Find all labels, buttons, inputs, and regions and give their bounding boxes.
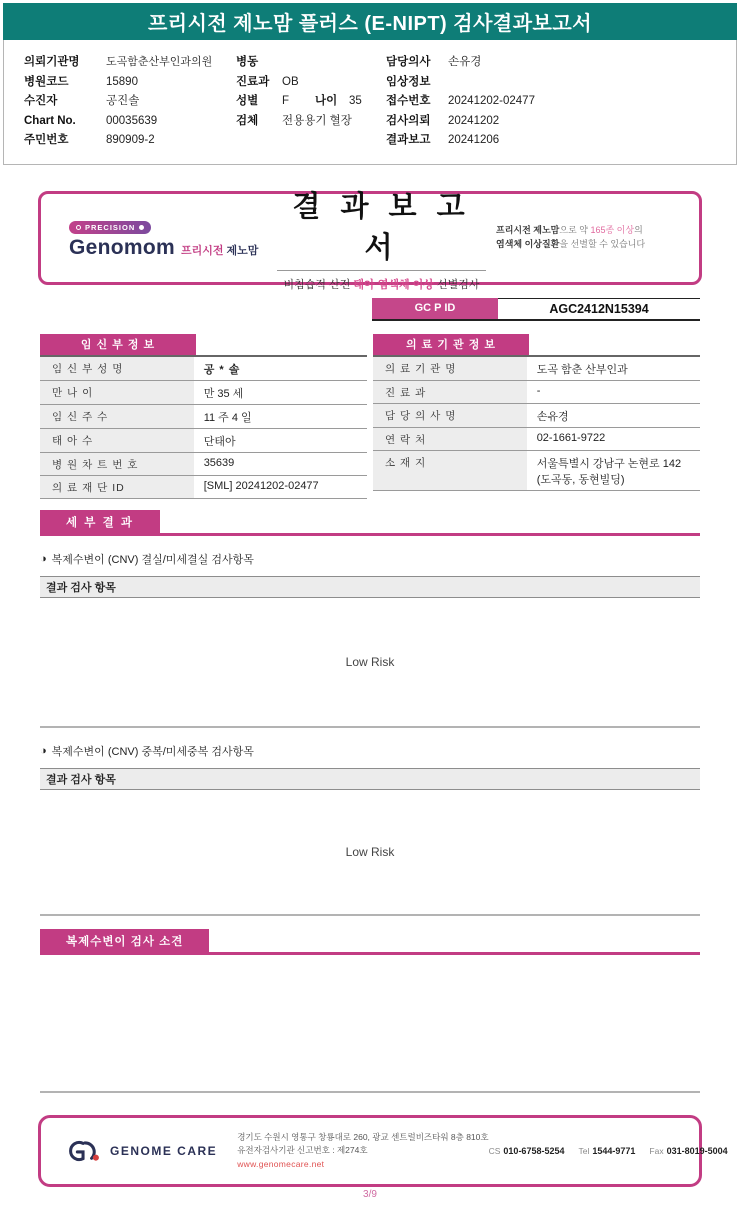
field-value: 공진솔: [106, 95, 140, 107]
table-row: [373, 451, 700, 491]
field-specimen: [236, 112, 386, 132]
cnv-opinion-title: 복제수변이 검사 소견: [40, 929, 209, 952]
opinion-empty-area: [40, 955, 700, 1091]
gcpid-value: AGC2412N15394: [498, 298, 700, 319]
cnv-opinion-header: [40, 929, 700, 955]
footer-tel: [578, 1146, 635, 1156]
result-column-header: [40, 576, 700, 598]
report-subtitle: [277, 276, 486, 292]
subtitle-prefix: 비침습적 산전: [283, 278, 354, 291]
field-label: 검사의뢰: [386, 114, 431, 127]
row-label: 소 재 지: [373, 451, 527, 490]
report-body: [40, 298, 700, 1093]
footer-address-block: [237, 1131, 488, 1172]
brand-name: Genomom: [69, 235, 175, 259]
cs-number: 010-6758-5254: [503, 1146, 565, 1156]
patient-header-col2: [236, 53, 386, 151]
section-heading-text: 복제수변이 (CNV) 결실/미세결실 검사항목: [51, 553, 254, 566]
brand-kr-dark: 제노맘: [226, 244, 259, 257]
field-value: F: [282, 95, 290, 107]
tel-label: Tel: [578, 1146, 590, 1156]
promo-mid: 으로 약: [559, 224, 591, 235]
field-sex-age: [236, 92, 386, 112]
row-value: -: [536, 384, 541, 397]
footer-website-link[interactable]: www.genomecare.net: [237, 1158, 325, 1169]
field-value: 20241206: [448, 134, 500, 146]
table-row: [40, 476, 367, 499]
footer-license: 유전자검사기관 신고번호 : 제274호: [237, 1145, 368, 1156]
field-ordering-institution: [24, 53, 236, 73]
row-label: 의 료 기 관 명: [373, 357, 527, 380]
promo-end: 의: [634, 224, 643, 235]
fax-number: 031-8019-5004: [666, 1146, 728, 1156]
table-row: [373, 357, 700, 381]
field-department: [236, 73, 386, 93]
row-label: 임 신 부 성 명: [40, 357, 194, 380]
field-value: 전용용기 혈장: [282, 114, 352, 127]
report-title-block: [277, 184, 486, 292]
row-label: 태 아 수: [40, 429, 194, 452]
section-divider: [40, 726, 700, 728]
table-row: [40, 429, 367, 453]
row-value: 도곡 함춘 산부인과: [536, 363, 628, 376]
result-value-area: [40, 598, 700, 726]
gcpid-row: [372, 298, 700, 321]
precision-label: PRECISION: [85, 222, 136, 232]
row-label: 만 나 이: [40, 381, 194, 404]
half-circle-icon: ◑: [40, 552, 47, 565]
column-header-text: 결과 검사 항목: [46, 773, 116, 786]
brand-kr-pink: 프리시전: [180, 244, 224, 257]
table-row: [40, 453, 367, 476]
row-label: 진 료 과: [373, 381, 527, 403]
row-value: 단태아: [203, 435, 236, 448]
report-masthead: [38, 190, 702, 291]
page-number: 3/9: [363, 1189, 377, 1200]
field-ward: [236, 53, 386, 73]
page-title: 프리시전 제노맘 플러스 (E-NIPT) 검사결과보고서: [147, 13, 593, 35]
gcpid-label: GC P ID: [372, 298, 498, 319]
section-divider: [40, 914, 700, 916]
promo-text: [496, 224, 681, 252]
subtitle-suffix: 선별검사: [433, 278, 480, 291]
table-row: [373, 381, 700, 404]
promo-pink: 165종 이상: [590, 224, 635, 235]
result-column-header: [40, 768, 700, 790]
row-label: 병 원 차 트 번 호: [40, 453, 194, 475]
clinic-info-title: 의 료 기 관 정 보: [373, 334, 529, 355]
table-row: [40, 381, 367, 405]
row-label: 연 락 처: [373, 428, 527, 450]
cnv-duplication-heading: [40, 743, 700, 759]
risk-result: Low Risk: [345, 844, 395, 859]
row-value: 서울특별시 강남구 논현로 142 (도곡동, 동현빌딩): [536, 457, 682, 486]
row-value: 만 35 세: [203, 387, 244, 400]
field-label: 의뢰기관명: [24, 56, 80, 68]
field-label: 병동: [236, 56, 259, 68]
row-value: [SML] 20241202-02477: [203, 479, 319, 492]
result-value-area: [40, 790, 700, 914]
patient-header: [3, 40, 737, 165]
patient-header-col3: [386, 53, 722, 151]
pill-dot-icon: [76, 225, 81, 230]
field-label: 주민번호: [24, 134, 69, 146]
field-label: 진료과: [236, 75, 270, 88]
half-circle-icon: ◑: [40, 744, 47, 757]
clinic-info-table: [373, 334, 700, 491]
field-label: 임상정보: [386, 75, 431, 88]
footer-contacts: [489, 1146, 728, 1156]
field-label: Chart No.: [24, 114, 76, 127]
field-label: 성별: [236, 95, 259, 107]
genomom-logo: [69, 217, 269, 259]
field-label: 나이: [315, 95, 338, 107]
field-value: OB: [282, 75, 299, 88]
pill-dot-icon: [139, 225, 144, 230]
field-value: 890909-2: [106, 134, 155, 146]
patient-header-col1: [24, 53, 236, 151]
footer: [38, 1115, 728, 1187]
precision-badge: [69, 221, 151, 234]
section-divider: [40, 1091, 700, 1093]
risk-result: Low Risk: [345, 654, 395, 669]
promo-end2: 을 선별할 수 있습니다: [559, 238, 646, 249]
field-receipt-no: [386, 92, 722, 112]
table-row: [40, 357, 367, 381]
row-label: 담 당 의 사 명: [373, 404, 527, 427]
field-value: 20241202: [448, 114, 500, 127]
genomecare-mark-icon: [65, 1138, 103, 1164]
detail-results-header: [40, 510, 700, 536]
field-label: 검체: [236, 114, 259, 127]
cs-label: CS: [488, 1146, 501, 1156]
field-label: 병원코드: [24, 75, 69, 88]
field-hospital-code: [24, 73, 236, 93]
field-value: 20241202-02477: [448, 95, 535, 107]
field-label: 접수번호: [386, 95, 431, 107]
report-title: 결 과 보 고 서: [277, 184, 486, 271]
row-value: 02-1661-9722: [536, 431, 606, 444]
section-heading-text: 복제수변이 (CNV) 중복/미세중복 검사항목: [51, 745, 254, 758]
table-row: [373, 428, 700, 451]
field-clinical-info: [386, 73, 722, 93]
field-label: 담당의사: [386, 56, 431, 68]
cnv-deletion-heading: [40, 551, 700, 567]
subtitle-highlight: 태아 염색체 이상: [353, 278, 434, 291]
field-value: 00035639: [106, 114, 158, 127]
field-label: 결과보고: [386, 134, 431, 146]
field-doctor: [386, 53, 722, 73]
field-age: [315, 92, 362, 112]
row-label: 의 료 재 단 ID: [40, 476, 194, 498]
promo-bold2: 염색체 이상질환: [496, 238, 560, 249]
promo-bold: 프리시전 제노맘: [496, 224, 560, 235]
fax-label: Fax: [649, 1146, 664, 1156]
field-value: 손유경: [448, 56, 482, 68]
detail-results-title: 세 부 결 과: [40, 510, 160, 533]
genomecare-logo: [65, 1138, 217, 1164]
row-value: 손유경: [536, 410, 569, 423]
report-title-band: [3, 3, 737, 40]
field-value: 35: [349, 95, 362, 107]
column-header-text: 결과 검사 항목: [46, 581, 116, 594]
row-value: 공 * 솔: [203, 363, 241, 376]
mother-info-title: 임 신 부 정 보: [40, 334, 196, 355]
field-value: 15890: [106, 75, 138, 88]
footer-cs: [489, 1146, 565, 1156]
table-row: [40, 405, 367, 429]
field-label: 수진자: [24, 95, 58, 107]
field-resident-no: [24, 131, 236, 151]
row-value: 35639: [203, 456, 235, 469]
field-patient-name: [24, 92, 236, 112]
field-value: 도곡함춘산부인과의원: [106, 56, 213, 68]
field-request-date: [386, 112, 722, 132]
table-row: [373, 404, 700, 428]
footer-fax: [649, 1146, 727, 1156]
field-chart-no: [24, 112, 236, 132]
genomecare-wordmark: GENOME CARE: [110, 1144, 218, 1158]
footer-address: 경기도 수원시 영통구 창룡대로 260, 광교 센트럴비즈타워 8층 810호: [237, 1131, 489, 1142]
tel-number: 1544-9771: [592, 1146, 636, 1156]
field-report-date: [386, 131, 722, 151]
row-value: 11 주 4 일: [203, 411, 252, 424]
mother-info-table: [40, 334, 367, 499]
row-label: 임 신 주 수: [40, 405, 194, 428]
